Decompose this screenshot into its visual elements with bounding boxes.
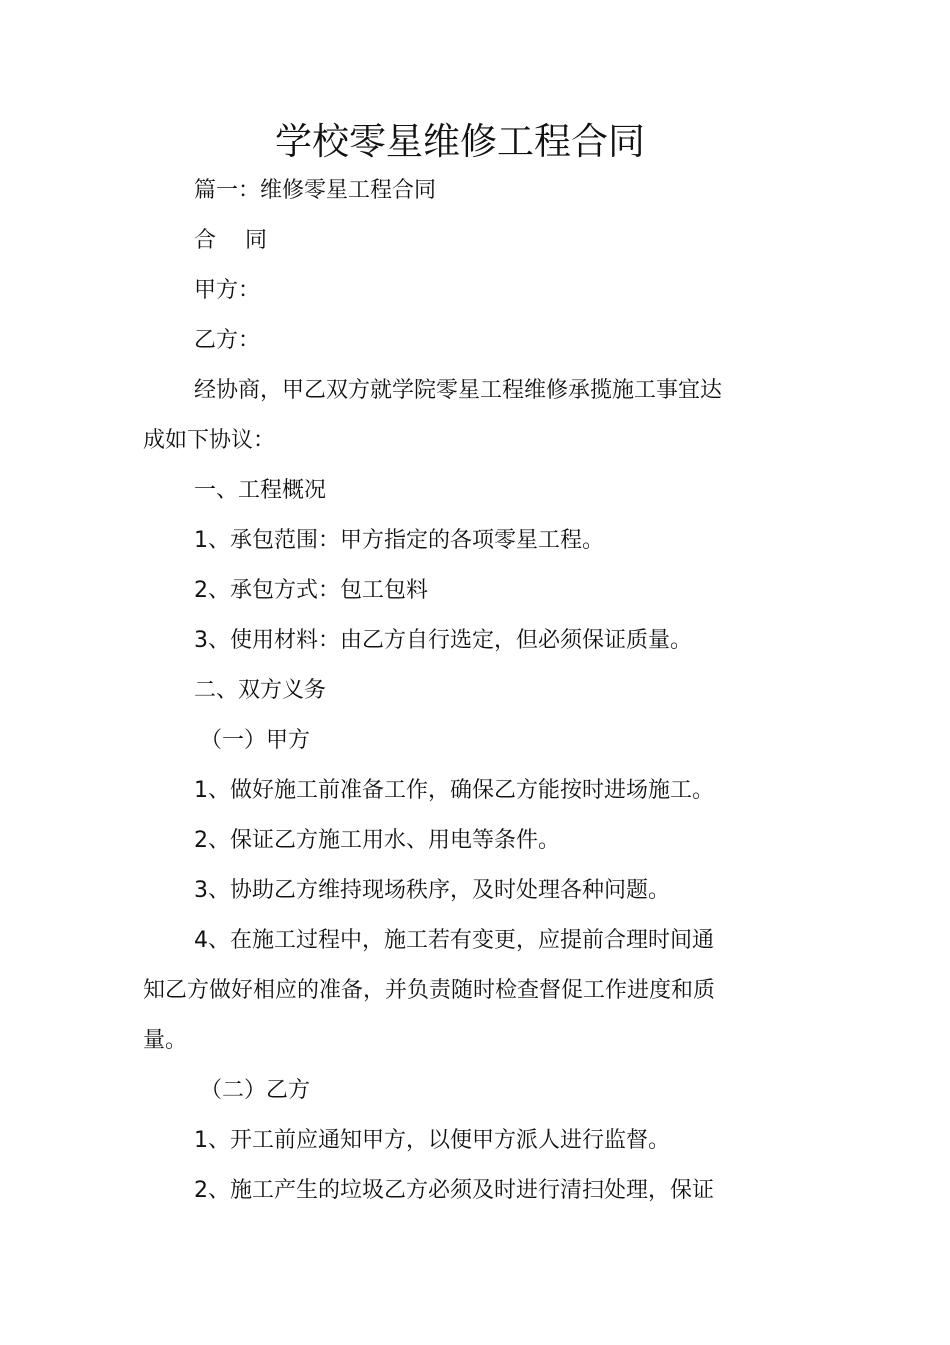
clause-line: 2、保证乙方施工用水、用电等条件。: [194, 828, 560, 853]
clause-line: 知乙方做好相应的准备，并负责随时检查督促工作进度和质: [143, 978, 716, 1003]
section-heading: 篇一：维修零星工程合同: [194, 178, 437, 203]
clause-line: 1、做好施工前准备工作，确保乙方能按时进场施工。: [194, 778, 714, 803]
party-a-label: 甲方：: [194, 278, 261, 303]
clause-line: 1、承包范围：甲方指定的各项零星工程。: [194, 528, 604, 553]
party-b-label: 乙方：: [194, 328, 261, 353]
document-title: 学校零星维修工程合同: [275, 120, 645, 163]
clause-line: 1、开工前应通知甲方，以便甲方派人进行监督。: [194, 1128, 670, 1153]
clause-line: 4、在施工过程中，施工若有变更，应提前合理时间通: [194, 928, 714, 953]
article-heading: 二、双方义务: [194, 678, 327, 703]
contract-heading: 合 同: [194, 228, 267, 253]
subsection-heading: （一）甲方: [200, 728, 311, 753]
clause-line: 3、协助乙方维持现场秩序，及时处理各种问题。: [194, 878, 670, 903]
subsection-heading: （二）乙方: [200, 1078, 311, 1103]
clause-line: 3、使用材料：由乙方自行选定，但必须保证质量。: [194, 628, 692, 653]
article-heading: 一、工程概况: [194, 478, 327, 503]
paragraph-line: 经协商，甲乙双方就学院零星工程维修承揽施工事宜达: [194, 378, 723, 403]
paragraph-line: 成如下协议：: [143, 428, 276, 453]
clause-line: 2、施工产生的垃圾乙方必须及时进行清扫处理，保证: [194, 1178, 714, 1203]
clause-line: 2、承包方式：包工包料: [194, 578, 428, 603]
clause-line: 量。: [143, 1028, 188, 1053]
